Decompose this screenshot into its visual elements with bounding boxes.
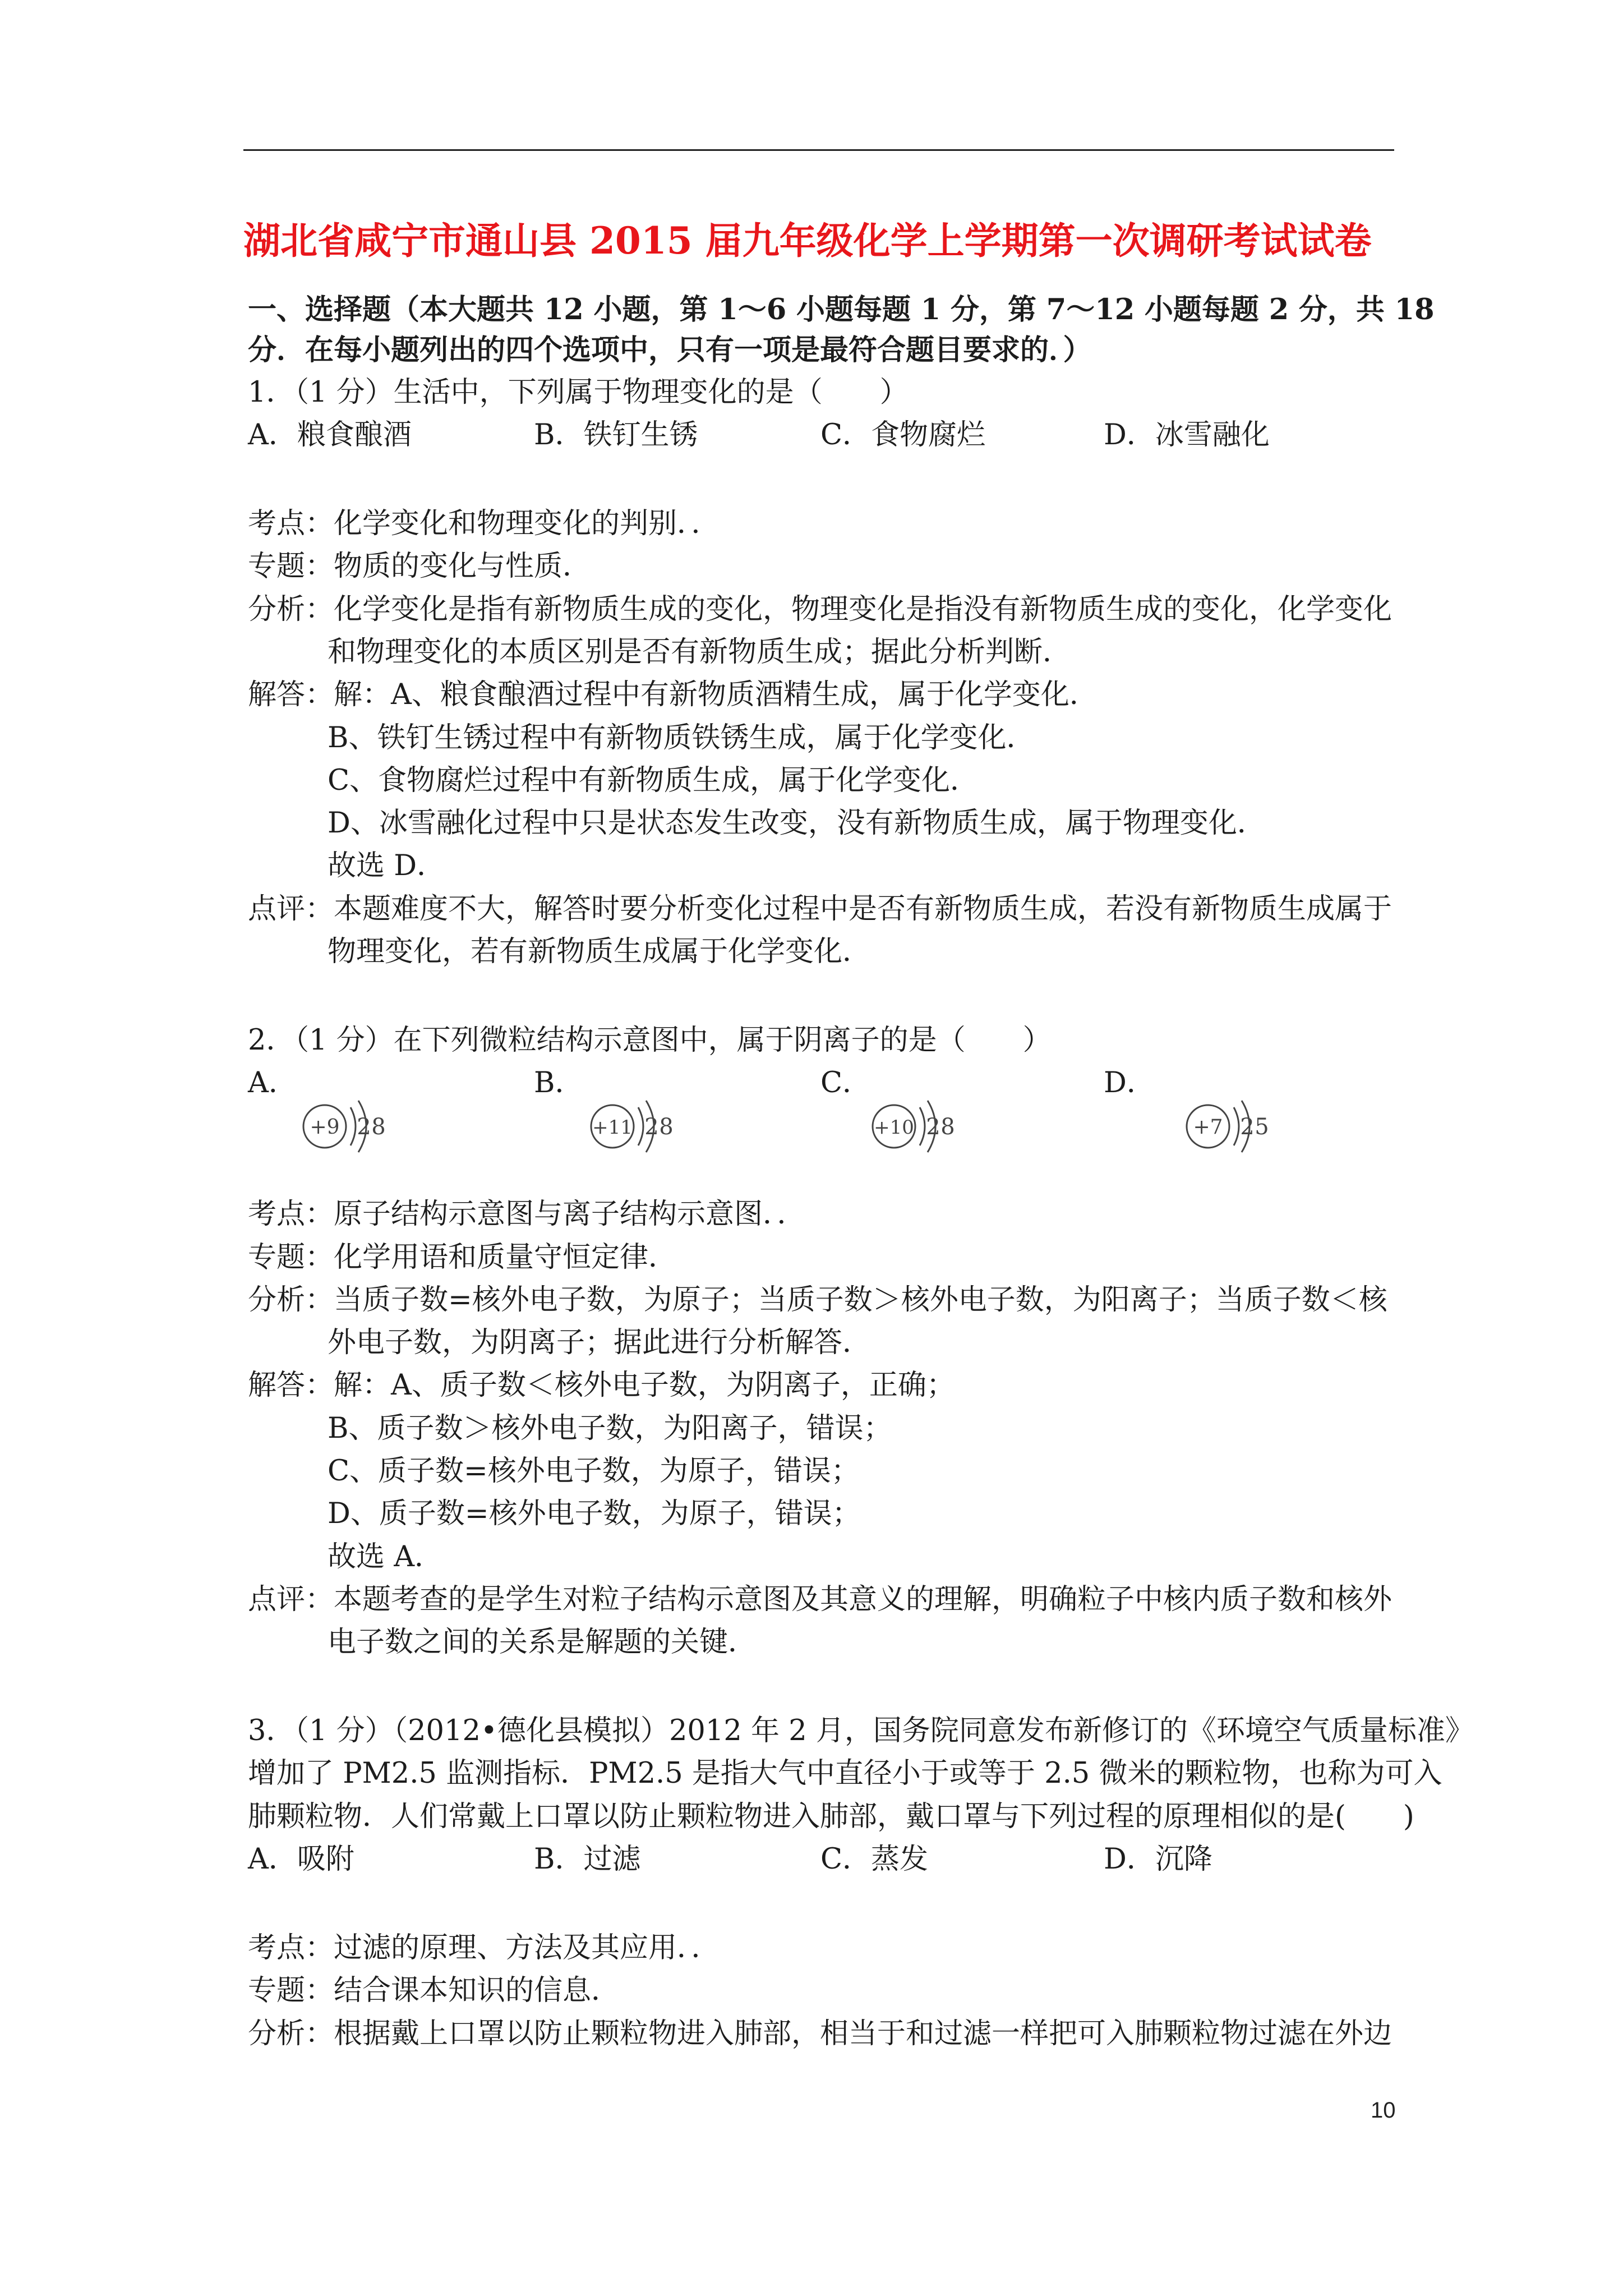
- nuclear-charge: +7: [1193, 1116, 1223, 1139]
- question-3-option-b: B．过滤: [534, 1843, 641, 1876]
- question-2-solution-line: 解答：解：A、质子数＜核外电子数，为阴离子，正确；: [248, 1369, 955, 1402]
- section-heading-line-2: 分．在每小题列出的四个选项中，只有一项是最符合题目要求的．）: [248, 333, 1092, 367]
- electron-shell-arc: [1234, 1107, 1239, 1145]
- question-3-stem-line: 3．（1 分）（2012•德化县模拟）2012 年 2 月，国务院同意发布新修订的《环境空气质量标准》: [248, 1714, 1474, 1747]
- atom-structure-diagram-d: [1180, 1093, 1292, 1160]
- question-3-topic: 专题：结合课本知识的信息．: [248, 1974, 620, 2007]
- shell-electron-count: 8: [659, 1114, 674, 1140]
- shell-electron-count: 8: [940, 1114, 955, 1140]
- question-1-solution-line: 解答：解：A、粮食酿酒过程中有新物质酒精生成，属于化学变化．: [248, 678, 1098, 711]
- question-3-option-d: D．沉降: [1104, 1843, 1212, 1876]
- question-2-option-c-label: C．: [820, 1066, 872, 1099]
- question-2-solution-line: D、质子数=核外电子数，为原子，错误；: [328, 1497, 861, 1530]
- question-3-option-c: C．蒸发: [820, 1843, 929, 1876]
- question-2-solution-line: C、质子数=核外电子数，为原子，错误；: [328, 1455, 860, 1488]
- nuclear-charge: +11: [592, 1116, 633, 1139]
- atom-structure-diagram-b: [584, 1093, 697, 1160]
- question-3-key-point: 考点：过滤的原理、方法及其应用．．: [248, 1931, 720, 1964]
- question-1-option-c: C．食物腐烂: [820, 418, 986, 452]
- shell-electron-count: 2: [357, 1114, 371, 1140]
- nuclear-charge: +9: [310, 1116, 340, 1139]
- header-rule: [243, 149, 1394, 151]
- shell-electron-count: 5: [1255, 1114, 1269, 1140]
- shell-electron-count: 8: [371, 1114, 386, 1140]
- question-2-comment-line: 点评：本题考查的是学生对粒子结构示意图及其意义的理解，明确粒子中核内质子数和核外: [248, 1583, 1393, 1616]
- question-1-solution-line: C、食物腐烂过程中有新物质生成，属于化学变化．: [328, 764, 979, 797]
- question-2-option-a-label: A．: [248, 1066, 297, 1099]
- electron-shell-arc: [638, 1107, 643, 1145]
- shell-electron-count: 2: [644, 1114, 659, 1140]
- question-1-topic: 专题：物质的变化与性质．: [248, 550, 592, 583]
- question-2-analysis-line: 外电子数，为阴离子；据此进行分析解答．: [328, 1326, 872, 1359]
- question-2-comment-line: 电子数之间的关系是解题的关键．: [328, 1626, 757, 1659]
- atom-structure-diagram-c: [866, 1093, 978, 1160]
- page-title: 湖北省咸宁市通山县 2015 届九年级化学上学期第一次调研考试试卷: [243, 219, 1372, 263]
- question-1-option-b: B．铁钉生锈: [534, 418, 698, 452]
- question-1-solution-line: B、铁钉生锈过程中有新物质铁锈生成，属于化学变化．: [328, 721, 1035, 754]
- question-1-solution-line: D、冰雪融化过程中只是状态发生改变，没有新物质生成，属于物理变化．: [328, 807, 1266, 840]
- question-3-stem-line: 肺颗粒物．人们常戴上口罩以防止颗粒物进入肺部，戴口罩与下列过程的原理相似的是( ): [248, 1800, 1414, 1833]
- question-3-analysis-line: 分析：根据戴上口罩以防止颗粒物进入肺部，相当于和过滤一样把可入肺颗粒物过滤在外边: [248, 2017, 1393, 2050]
- nuclear-charge: +10: [874, 1116, 914, 1139]
- question-3-option-a: A．吸附: [248, 1843, 354, 1876]
- shell-electron-count: 2: [926, 1114, 940, 1140]
- question-2-analysis-line: 分析：当质子数=核外电子数，为原子；当质子数＞核外电子数，为阳离子；当质子数＜核: [248, 1283, 1387, 1317]
- page-number: 10: [1371, 2098, 1396, 2123]
- electron-shell-arc: [351, 1107, 356, 1145]
- question-2-solution-line: B、质子数＞核外电子数，为阳离子，错误；: [328, 1412, 892, 1445]
- question-3-stem-line: 增加了 PM2.5 监测指标．PM2.5 是指大气中直径小于或等于 2.5 微米的颗粒物，也称为可入: [248, 1757, 1442, 1790]
- question-2-option-b-label: B．: [534, 1066, 584, 1099]
- question-2-stem: 2．（1 分）在下列微粒结构示意图中，属于阴离子的是（ ）: [248, 1024, 1052, 1057]
- question-1-answer: 故选 D．: [328, 849, 446, 882]
- question-2-topic: 专题：化学用语和质量守恒定律．: [248, 1241, 677, 1274]
- atom-structure-diagram-a: [297, 1093, 409, 1160]
- question-2-key-point: 考点：原子结构示意图与离子结构示意图．．: [248, 1198, 806, 1231]
- question-1-comment-line: 物理变化，若有新物质生成属于化学变化．: [328, 935, 872, 968]
- electron-shell-arc: [920, 1107, 925, 1145]
- question-1-key-point: 考点：化学变化和物理变化的判别．．: [248, 507, 720, 540]
- question-1-option-a: A．粮食酿酒: [248, 418, 412, 452]
- question-2-answer: 故选 A．: [328, 1540, 444, 1573]
- question-1-stem: 1．（1 分）生活中，下列属于物理变化的是（ ）: [248, 376, 909, 409]
- question-1-comment-line: 点评：本题难度不大，解答时要分析变化过程中是否有新物质生成，若没有新物质生成属于: [248, 892, 1393, 926]
- section-heading-line-1: 一、选择题（本大题共 12 小题，第 1～6 小题每题 1 分，第 7～12 小题每题 2 分，共 18: [248, 293, 1435, 326]
- question-1-option-d: D．冰雪融化: [1104, 418, 1270, 452]
- question-1-analysis-line: 分析：化学变化是指有新物质生成的变化，物理变化是指没有新物质生成的变化，化学变化: [248, 593, 1393, 626]
- question-2-option-d-label: D．: [1104, 1066, 1155, 1099]
- question-1-analysis-line: 和物理变化的本质区别是否有新物质生成；据此分析判断．: [328, 636, 1072, 669]
- shell-electron-count: 2: [1240, 1114, 1255, 1140]
